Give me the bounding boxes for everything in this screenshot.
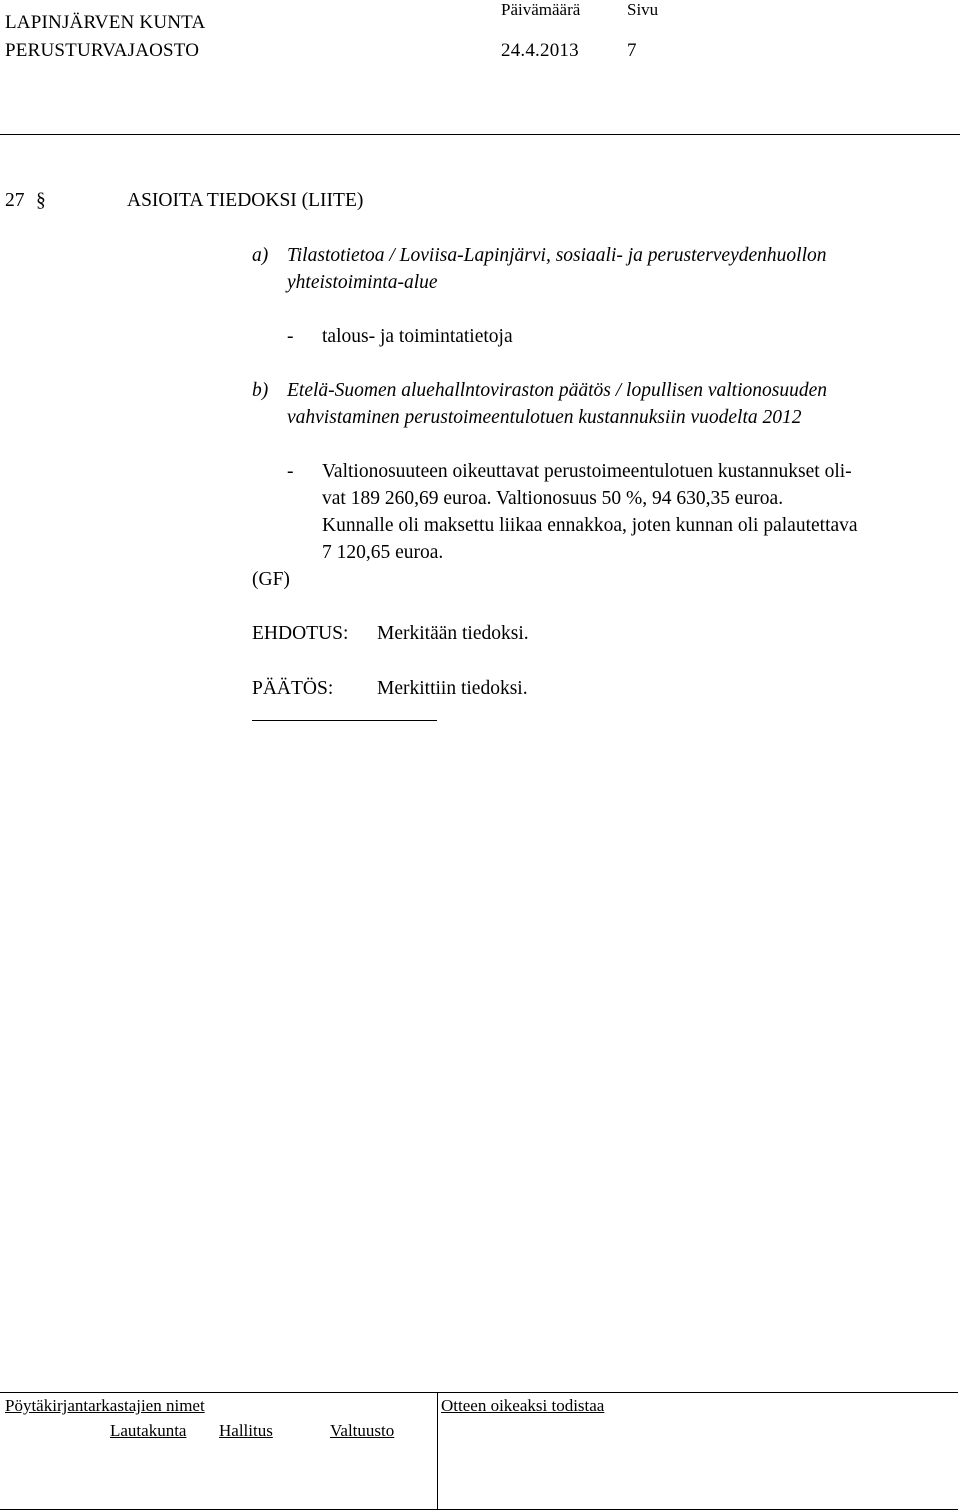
item-b-bullet-line4: 7 120,65 euroa. <box>322 542 444 563</box>
header-divider <box>0 134 960 135</box>
section-number: 27 <box>5 190 25 211</box>
decision-label: PÄÄTÖS: <box>252 678 334 699</box>
item-b-marker: b) <box>252 380 269 401</box>
decision-end-rule <box>252 720 437 721</box>
item-a-bullet-text: talous- ja toimintatietoja <box>322 326 513 347</box>
footer-certified-label: Otteen oikeaksi todistaa <box>441 1396 605 1415</box>
page-number: 7 <box>627 40 637 61</box>
footer-signers-label: Pöytäkirjantarkastajien nimet <box>5 1396 205 1415</box>
date-value: 24.4.2013 <box>501 40 579 61</box>
proposal-text: Merkitään tiedoksi. <box>377 623 529 644</box>
item-b-bullet-line2: vat 189 260,69 euroa. Valtionosuus 50 %, 94 630,35 euroa. <box>322 488 784 509</box>
item-b-bullet-line1: Valtionosuuteen oikeuttavat perustoimeentulotuen kustannukset oli- <box>322 461 852 482</box>
footer-board-label: Lautakunta <box>110 1421 187 1440</box>
item-b-bullet-line3: Kunnalle oli maksettu liikaa ennakkoa, joten kunnan oli palautettava <box>322 515 858 536</box>
date-label: Päivämäärä <box>501 0 581 19</box>
item-a-title-line2: yhteistoiminta-alue <box>287 272 438 293</box>
proposal-label: EHDOTUS: <box>252 623 349 644</box>
paragraph-symbol: § <box>36 190 46 211</box>
item-a-marker: a) <box>252 245 269 266</box>
item-b-title-line1: Etelä-Suomen aluehallntoviraston päätös / lopullisen valtionosuuden <box>287 380 827 401</box>
footer-column-divider <box>437 1393 438 1509</box>
preparer-initials: (GF) <box>252 569 290 590</box>
section-title: ASIOITA TIEDOKSI (LIITE) <box>127 190 364 211</box>
item-a-title-line1: Tilastotietoa / Loviisa-Lapinjärvi, sosiaali- ja perusterveydenhuollon <box>287 245 827 266</box>
footer-council-label: Valtuusto <box>330 1421 395 1440</box>
footer-signature-box <box>0 1392 958 1510</box>
item-b-title-line2: vahvistaminen perustoimeentulotuen kustannuksiin vuodelta 2012 <box>287 407 802 428</box>
organization-name: LAPINJÄRVEN KUNTA <box>5 12 206 33</box>
item-b-bullet-dash: - <box>287 461 294 482</box>
department-name: PERUSTURVAJAOSTO <box>5 40 200 61</box>
page-label: Sivu <box>627 0 659 19</box>
footer-government-label: Hallitus <box>219 1421 273 1440</box>
decision-text: Merkittiin tiedoksi. <box>377 678 528 699</box>
item-a-bullet-dash: - <box>287 326 294 347</box>
